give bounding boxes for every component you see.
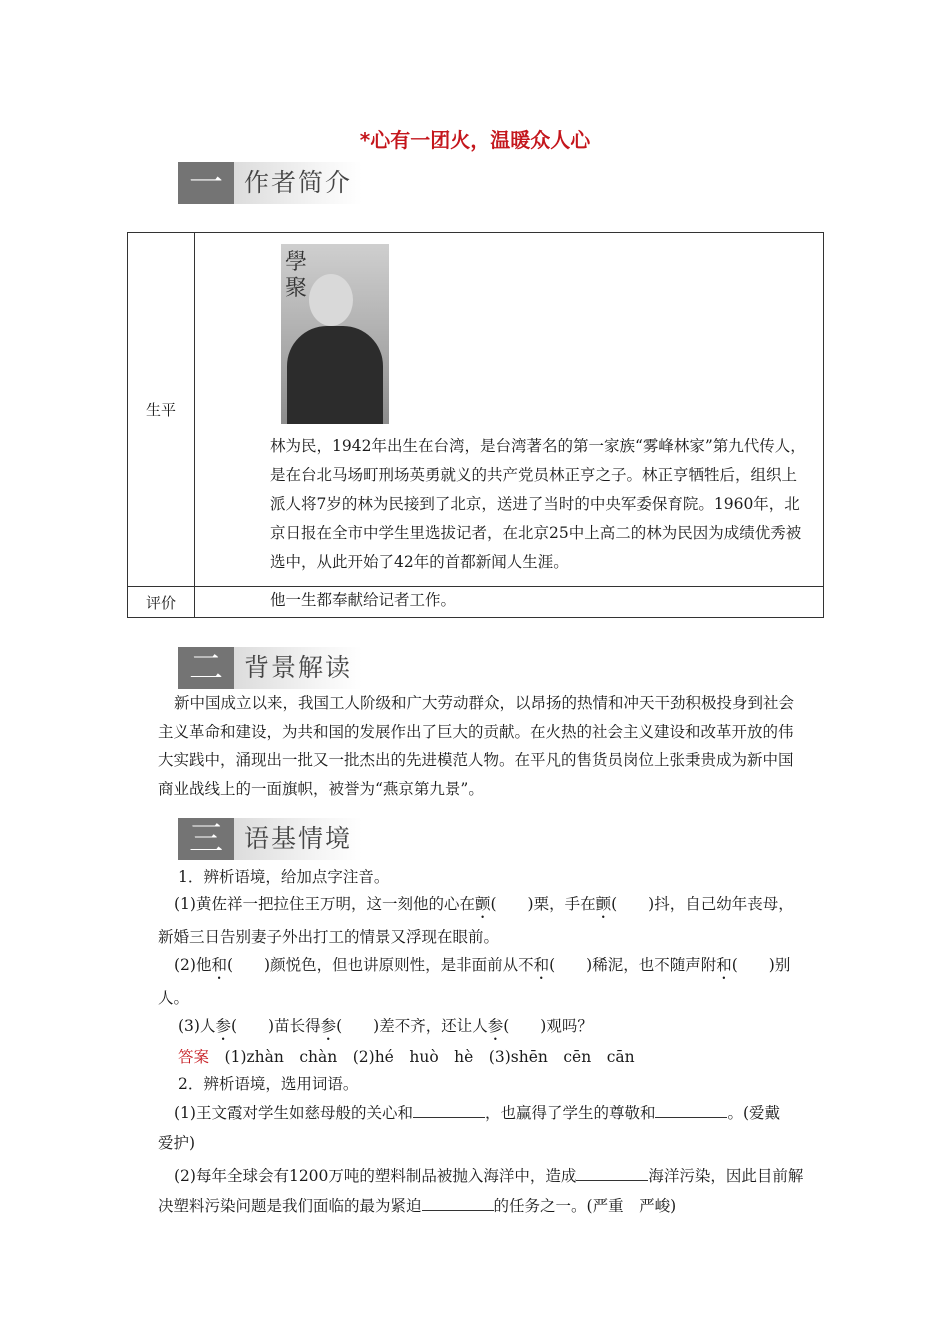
q1-sentence-2 — [158, 950, 808, 1013]
bio-cell-evaluation — [195, 587, 824, 618]
dotted-char: 颤 — [474, 895, 491, 913]
bio-row-evaluation — [128, 587, 824, 618]
q1-sentence-1 — [158, 889, 808, 952]
text: ( )别人。 — [158, 956, 791, 1007]
dotted-char: 和 — [716, 956, 732, 974]
answer-text: (1)zhàn chàn (2)hé huò hè (3)shēn cēn cān — [224, 1048, 635, 1066]
dotted-char: 颤 — [595, 895, 612, 913]
text: ( )观吗？ — [503, 1017, 593, 1035]
q1-answer — [178, 1042, 808, 1072]
text: 海洋污染，因此目前解决塑料污染问题是我们面临的最为紧迫 — [158, 1167, 804, 1215]
q1-sentence-3 — [178, 1011, 808, 1044]
author-bio-table — [127, 232, 824, 618]
text: ( )抖，自己幼年丧母，新婚三日告别妻子外出打工的情景又浮现在眼前。 — [158, 895, 794, 946]
bio-key-evaluation: 评价 — [128, 587, 195, 618]
section-number: 一 — [178, 162, 234, 204]
text: (2)他 — [174, 956, 212, 974]
dotted-char: 参 — [215, 1017, 231, 1035]
text: (2)每年全球会有1200万吨的塑料制品被抛入海洋中，造成 — [174, 1167, 577, 1185]
answer-label: 答案 — [178, 1048, 210, 1066]
text: ( )颜悦色，但也讲原则性，是非面前从不 — [226, 956, 534, 974]
author-photo — [281, 244, 389, 424]
background-paragraph: 新中国成立以来，我国工人阶级和广大劳动群众，以昂扬的热情和冲天干劲积极投身到社会主义革命和建设，为共和国的发展作出了巨大的贡献。在火热的社会主义建设和改革开放的伟大实践中，涌现出一批又一批杰出的先进模范人物。在平凡的售货员岗位上张秉贵成为新中国商业战线上的一面旗帜，被誉为“燕京第九景”。 — [158, 694, 795, 798]
dotted-char: 参 — [487, 1017, 504, 1035]
section-number: 三 — [178, 818, 234, 860]
dotted-char: 和 — [533, 956, 550, 974]
dotted-char: 参 — [320, 1017, 337, 1035]
answer-blank[interactable] — [576, 1166, 648, 1181]
section-label: 语基情境 — [234, 818, 362, 860]
dotted-char: 和 — [211, 956, 227, 974]
text: ( )差不齐，还让人 — [336, 1017, 488, 1035]
text: 的任务之一。(严重 严峻) — [493, 1197, 677, 1215]
section-label: 作者简介 — [234, 162, 362, 204]
section-number: 二 — [178, 647, 234, 689]
text: ( )栗，手在 — [490, 895, 596, 913]
text: (3)人 — [178, 1017, 216, 1035]
section-label: 背景解读 — [234, 647, 362, 689]
bio-key-life: 生平 — [128, 233, 195, 587]
evaluation-text: 他一生都奉献给记者工作。 — [270, 591, 457, 609]
portrait-head — [309, 274, 353, 326]
answer-blank[interactable] — [422, 1196, 494, 1211]
page-title: *心有一团火，温暖众人心 — [359, 128, 591, 152]
bio-text: 林为民，1942年出生在台湾，是台湾著名的第一家族“雾峰林家”第九代传人，是在台北马场町刑场英勇就义的共产党员林正亨之子。林正亨牺牲后，组织上派人将7岁的林为民接到了北京，送进了当时的中央军委保育院。1960年，北京日报在全市中学生里选拔记者，在北京25中上高二的林为民因为成绩优秀被选中，从此开始了42年的首都新闻人生涯。 — [270, 437, 806, 571]
answer-blank[interactable] — [413, 1103, 485, 1118]
portrait-body — [287, 326, 383, 424]
bio-row-life — [128, 233, 824, 587]
text: 。(爱戴 爱护) — [158, 1104, 796, 1152]
answer-blank[interactable] — [655, 1103, 727, 1118]
section-header-language — [178, 818, 362, 860]
q2-sentence-1 — [158, 1098, 808, 1158]
text: ( )苗长得 — [230, 1017, 321, 1035]
text: (1)王文霞对学生如慈母般的关心和 — [174, 1104, 413, 1122]
text: (1)黄佐祥一把拉住王万明，这一刻他的心在 — [174, 895, 475, 913]
text: ，也赢得了学生的尊敬和 — [484, 1104, 656, 1122]
section-header-author — [178, 162, 362, 204]
text: ( )稀泥，也不随声附 — [549, 956, 717, 974]
q2-sentence-2 — [158, 1161, 808, 1221]
q1-heading: 1．辨析语境，给加点字注音。 — [178, 868, 390, 886]
calligraphy-glyphs: 學 聚 — [285, 250, 308, 301]
q2-heading: 2．辨析语境，选用词语。 — [178, 1075, 359, 1093]
section-header-background — [178, 647, 362, 689]
bio-cell-life — [195, 233, 824, 587]
